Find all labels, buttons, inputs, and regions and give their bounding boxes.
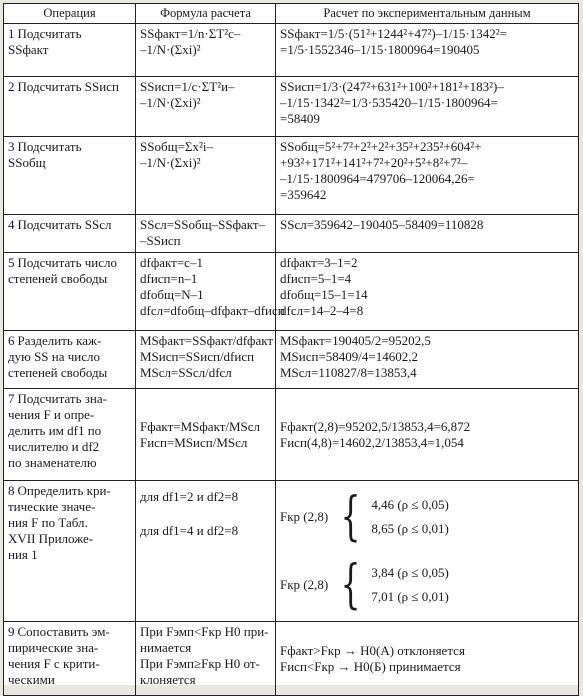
operation-text: XVII Приложе- [8, 531, 94, 546]
operation-cell [4, 622, 136, 696]
formula-cell [136, 137, 276, 215]
formula-line: MSфакт=SSфакт/dfфакт [140, 333, 274, 348]
calc-line: +93²+171²+141²+7²+20²+5²+8²+7²– [280, 155, 468, 170]
formula-line: нимается [140, 640, 192, 655]
table-row [4, 137, 579, 215]
calc-line: SSобщ=5²+7²+2²+2²+35²+235²+604²+ [280, 139, 482, 154]
calc-line: dfсл=14–2–4=8 [280, 303, 364, 318]
operation-text: пирические зна- [8, 640, 99, 655]
calc-line: MSисп=58409/4=14602,2 [280, 349, 418, 364]
operation-text: Подсчитать зна- [17, 391, 107, 406]
calc-line: dfфакт=3–1=2 [280, 255, 358, 270]
operation-text: Подсчитать SSисп [17, 79, 119, 94]
calc-line: MSсл=110827/8=13853,4 [280, 365, 417, 380]
brace-icon: { [340, 487, 361, 547]
operation-text: Подсчитать число [17, 255, 118, 270]
formula-line: –1/N·(Σxi)² [140, 95, 201, 110]
formula-line: SSобщ=Σx²i– [140, 139, 213, 154]
operation-text: Подсчитать [17, 26, 82, 41]
formula-cell [136, 389, 276, 481]
table-row [4, 77, 579, 137]
page [3, 3, 578, 685]
operation-text: чения F с крити- [8, 656, 100, 671]
formula-cell [136, 622, 276, 696]
calc-line: Fисп<Fкр → H0(Б) принимается [280, 658, 461, 674]
critical-option: 8,65 (ρ ≤ 0,01) [371, 521, 449, 536]
operation-text: степеней свободы [8, 271, 108, 286]
calc-cell [276, 622, 579, 696]
operation-text: чения F и опре- [8, 407, 95, 422]
operation-text: Определить кри- [17, 483, 111, 498]
calc-cell [276, 24, 579, 77]
calc-line: Fфакт>Fкр → H0(A) отклоняется [280, 642, 465, 658]
operation-text: степеней свободы [8, 365, 108, 380]
formula-line: MSисп=SSисп/dfисп [140, 349, 255, 364]
critical-option: 4,46 (ρ ≤ 0,05) [371, 497, 449, 512]
formula-line: SSсл=SSобщ–SSфакт– [140, 217, 266, 232]
formula-line: Fисп=MSисп/MSсл [140, 434, 248, 450]
operation-text: делить им df1 по [8, 423, 102, 438]
table-row [4, 253, 579, 331]
formula-cell [136, 331, 276, 389]
calc-line: dfисп=5–1=4 [280, 271, 352, 286]
operation-text: Подсчитать SSсл [17, 217, 112, 232]
anova-table [3, 3, 579, 696]
calc-line: SSфакт=1/5·(51²+1244²+47²)–1/15·1342²= [280, 26, 507, 41]
header-calc: Расчет по экспериментальным данным [276, 4, 579, 24]
calc-line: –1/15·1800964=479706–120064,26= [280, 171, 475, 186]
operation-cell [4, 331, 136, 389]
critical-option: 3,84 (ρ ≤ 0,05) [371, 565, 449, 580]
operation-cell [4, 215, 136, 253]
formula-line: для df1=4 и df2=8 [140, 523, 239, 538]
operation-text: по знаменателю [8, 455, 97, 470]
operation-text: ния 1 [8, 547, 38, 562]
operation-text: Сопоставить эм- [17, 624, 110, 639]
critical-value-block [280, 551, 574, 619]
calc-cell [276, 77, 579, 137]
formula-line: dfисп=n–1 [140, 271, 198, 286]
operation-text: тические значе- [8, 499, 96, 514]
formula-line: dfсл=dfобщ–dfфакт–dfисп [140, 303, 285, 318]
row-number: 1 [8, 26, 15, 41]
row-number: 9 [8, 624, 15, 639]
operation-cell [4, 253, 136, 331]
calc-cell [276, 331, 579, 389]
operation-cell [4, 24, 136, 77]
formula-line: для df1=2 и df2=8 [140, 489, 239, 504]
formula-cell [136, 215, 276, 253]
table-row [4, 215, 579, 253]
formula-line: При Fэмп≥Fкр H0 от- [140, 656, 260, 671]
calc-cell [276, 389, 579, 481]
operation-text: SSфакт [8, 42, 49, 57]
formula-line: SSисп=1/c·ΣT²и– [140, 79, 235, 94]
critical-label: Fкр (2,8) [280, 577, 329, 592]
calc-cell [276, 137, 579, 215]
calc-cell [276, 481, 579, 622]
row-number: 6 [8, 333, 15, 348]
calc-line: =58409 [280, 111, 320, 126]
table-row [4, 622, 579, 696]
critical-label: Fкр (2,8) [280, 509, 329, 524]
operation-cell [4, 389, 136, 481]
operation-cell [4, 481, 136, 622]
critical-value-block [280, 483, 574, 551]
brace-icon: { [340, 555, 361, 615]
table-row [4, 481, 579, 622]
formula-line: SSфакт=1/n·ΣT²c– [140, 26, 241, 41]
header-row [4, 4, 579, 24]
formula-line: dfобщ=N–1 [140, 287, 204, 302]
operation-cell [4, 77, 136, 137]
formula-cell [136, 77, 276, 137]
row-number: 8 [8, 483, 15, 498]
table-row [4, 24, 579, 77]
critical-option: 7,01 (ρ ≤ 0,01) [371, 589, 449, 604]
formula-line: –1/N·(Σxi)² [140, 155, 201, 170]
row-number: 5 [8, 255, 15, 270]
operation-text: SSобщ [8, 155, 46, 170]
formula-line: MSсл=SSсл/dfсл [140, 365, 232, 380]
formula-line: dfфакт=c–1 [140, 255, 203, 270]
formula-cell [136, 481, 276, 622]
formula-cell [136, 24, 276, 77]
calc-line: SSсл=359642–190405–58409=110828 [280, 217, 484, 232]
operation-text: ния F по Табл. [8, 515, 88, 530]
formula-cell [136, 253, 285, 331]
header-operation: Операция [4, 4, 136, 24]
formula-line: –SSисп [140, 233, 181, 248]
formula-line: Fфакт=MSфакт/MSсл [140, 418, 261, 434]
calc-line: –1/15·1342²=1/3·535420–1/15·1800964= [280, 95, 498, 110]
formula-line: –1/N·(Σxi)² [140, 42, 201, 57]
calc-line: =1/5·1552346–1/15·1800964=190405 [280, 42, 480, 57]
table-row [4, 331, 579, 389]
row-number: 3 [8, 139, 15, 154]
operation-text: ческими [8, 672, 55, 687]
formula-line: При Fэмп<Fкр H0 при- [140, 624, 269, 639]
table-row [4, 389, 579, 481]
calc-cell [276, 253, 579, 331]
header-formula: Формула расчета [136, 4, 276, 24]
row-number: 2 [8, 79, 15, 94]
calc-line: dfобщ=15–1=14 [280, 287, 368, 302]
calc-cell [276, 215, 579, 253]
calc-line: SSисп=1/3·(247²+631²+100²+181²+183²)– [280, 79, 504, 94]
operation-text: дую SS на число [8, 349, 101, 364]
row-number: 7 [8, 391, 15, 406]
operation-text: Подсчитать [17, 139, 82, 154]
calc-line: =359642 [280, 187, 327, 202]
calc-line: Fфакт(2,8)=95202,5/13853,4=6,872 [280, 418, 471, 434]
calc-line: Fисп(4,8)=14602,2/13853,4=1,054 [280, 434, 464, 450]
operation-text: числителю и df2 [8, 439, 100, 454]
operation-text: Разделить каж- [17, 333, 102, 348]
row-number: 4 [8, 217, 15, 232]
formula-line: клоняется [140, 672, 196, 687]
calc-line: MSфакт=190405/2=95202,5 [280, 333, 431, 348]
operation-cell [4, 137, 136, 215]
